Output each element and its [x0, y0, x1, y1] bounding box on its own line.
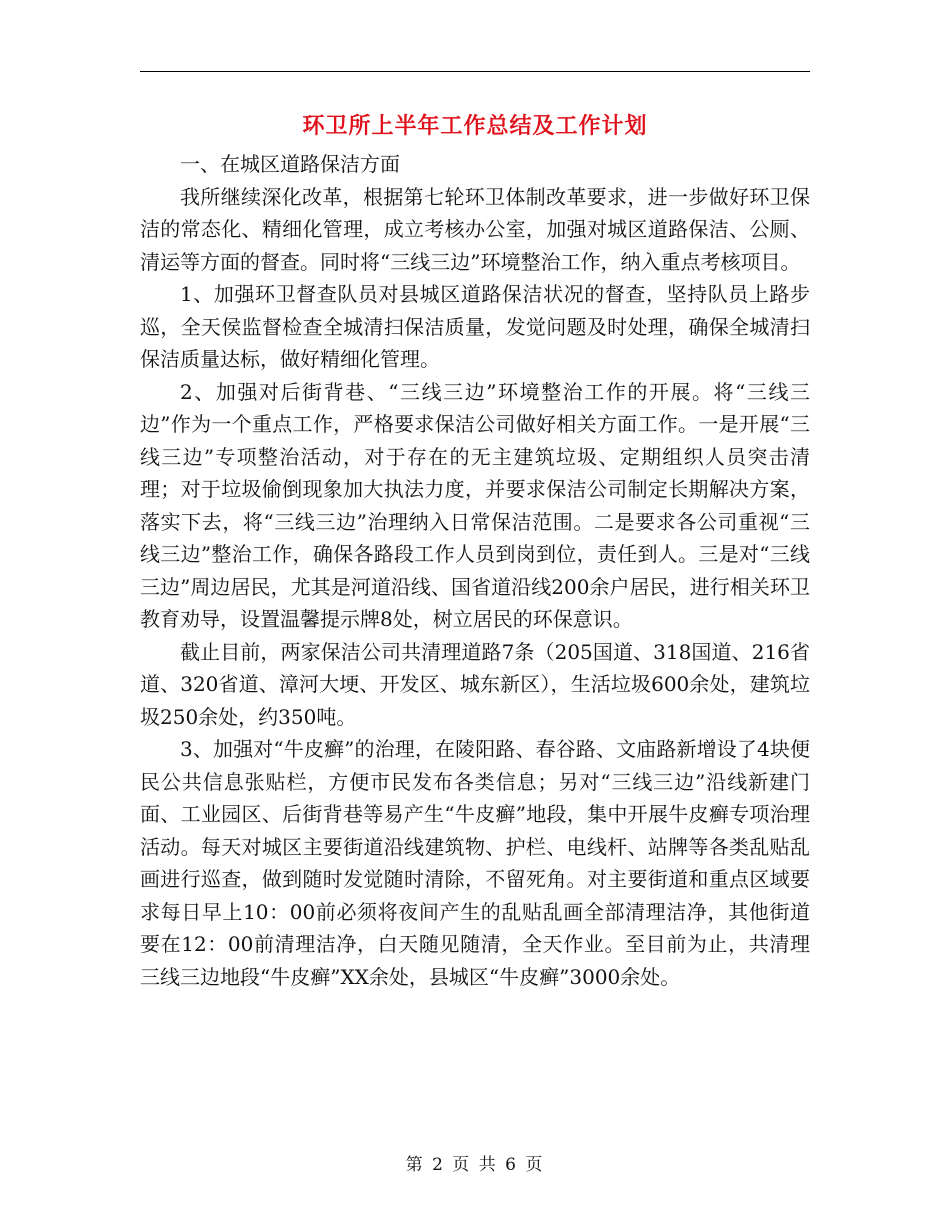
- paragraph-item-2: 2、加强对后街背巷、“三线三边”环境整治工作的开展。将“三线三边”作为一个重点工作，严格要求保洁公司做好相关方面工作。一是开展“三线三边”专项整治活动，对于存在的无主建筑垃圾、定期组织人员突击清理；对于垃圾偷倒现象加大执法力度，并要求保洁公司制定长期解决方案，落实下去，将“三线三边”治理纳入日常保洁范围。二是要求各公司重视“三线三边”整治工作，确保各路段工作人员到岗到位，责任到人。三是对“三线三边”周边居民，尤其是河道沿线、国省道沿线200余户居民，进行相关环卫教育劝导，设置温馨提示牌8处，树立居民的环保意识。: [140, 379, 810, 631]
- paragraph-item-3: 3、加强对“牛皮癣”的治理，在陵阳路、春谷路、文庙路新增设了4块便民公共信息张贴栏，方便市民发布各类信息；另对“三线三边”沿线新建门面、工业园区、后街背巷等易产生“牛皮癣”地段，集中开展牛皮癣专项治理活动。每天对城区主要街道沿线建筑物、护栏、电线杆、站牌等各类乱贴乱画进行巡查，做到随时发觉随时清除，不留死角。对主要街道和重点区域要求每日早上10：00前必须将夜间产生的乱贴乱画全部清理洁净，其他街道要在12：00前清理洁净，白天随见随清，全天作业。至目前为止，共清理三线三边地段“牛皮癣”XX余处，县城区“牛皮癣”3000余处。: [140, 737, 810, 989]
- section-heading: 一、在城区道路保洁方面: [180, 152, 400, 176]
- paragraph-intro: 我所继续深化改革，根据第七轮环卫体制改革要求，进一步做好环卫保洁的常态化、精细化管理，成立考核办公室，加强对城区道路保洁、公厕、清运等方面的督查。同时将“三线三边”环境整治工作，纳入重点考核项目。: [140, 184, 810, 274]
- document-body: [140, 148, 810, 993]
- document-title: 环卫所上半年工作总结及工作计划: [302, 113, 648, 139]
- paragraph-summary: 截止目前，两家保洁公司共清理道路7条（205国道、318国道、216省道、320省道、漳河大埂、开发区、城东新区），生活垃圾600余处，建筑垃圾250余处，约350吨。: [140, 639, 810, 729]
- header-rule: [140, 71, 810, 72]
- paragraph-item-1: 1、加强环卫督查队员对县城区道路保洁状况的督查，坚持队员上路步巡，全天侯监督检查全城清扫保洁质量，发觉问题及时处理，确保全城清扫保洁质量达标，做好精细化管理。: [140, 282, 810, 371]
- page-number: 第 2 页 共 6 页: [405, 1155, 545, 1175]
